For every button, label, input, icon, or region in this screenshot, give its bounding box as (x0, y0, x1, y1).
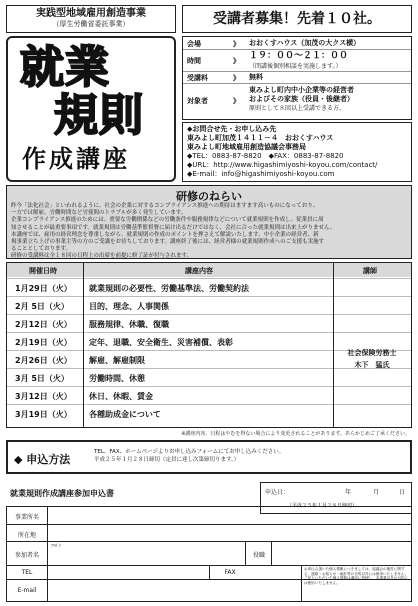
apply-method-text (94, 448, 284, 464)
session-date: 2月12日（火） (15, 320, 72, 329)
company-field[interactable] (48, 507, 411, 524)
email-field[interactable] (48, 580, 300, 602)
apply-method-line: TEL、FAX、ホームページよりお申し込みフォームにてお申し込みください。 (94, 449, 285, 455)
info-row-target (183, 83, 411, 119)
target-label: 対象者 (187, 97, 208, 105)
position-label-cell (245, 542, 272, 566)
arrow-icon: 》 (233, 97, 240, 105)
month-label: 月 (373, 489, 380, 496)
arrow-icon: 》 (233, 57, 240, 65)
schedule-row (7, 386, 411, 405)
position-field[interactable] (271, 542, 411, 566)
contact-box (182, 122, 412, 182)
fee-label: 受講料 (187, 74, 208, 82)
apply-deadline: 平成２５年１月２８日締切（定員に達し次第締切ります。） (94, 457, 240, 463)
form-row-participant (7, 541, 411, 566)
schedule-header (7, 263, 411, 277)
form-label-cell (7, 566, 48, 580)
project-name-box (6, 5, 176, 33)
form-label-cell (7, 525, 48, 542)
session-date: 1月29日（火） (15, 284, 72, 293)
session-date: 3月12日（火） (15, 392, 72, 401)
project-name: 実践型地域雇用創造事業 (36, 8, 146, 19)
aim-line: 研修の受講料は全１８回の日程上の出席を前提に修了証が付与されます。 (11, 253, 193, 260)
time-note: （閉講後個別相談を実施します。） (249, 63, 342, 70)
aim-line: 企業コンプライアンス推進のためには、重要な労働関係などの労働条件や服務規律などについて就業規則を作成し、従業員に周 (11, 217, 324, 224)
participant-field[interactable] (48, 542, 244, 566)
schedule-row (7, 314, 411, 333)
session-date: 2月26日（火） (15, 356, 72, 365)
position-label: 役職 (252, 552, 265, 559)
company-label: 事業所名 (14, 514, 39, 521)
application-form (6, 506, 412, 602)
aim-title: 研修のねらい (176, 190, 242, 203)
lecturer-title: 社会保険労務士 (347, 349, 397, 357)
form-deadline: （平成２５年１月２８日締切） (287, 503, 358, 509)
session-content: 休日、休暇、賃金 (89, 392, 153, 401)
venue-value: おおくすハウス（加茂の大クス横） (249, 39, 361, 47)
tel-label: TEL (21, 569, 33, 576)
fax-label-cell (209, 566, 250, 580)
info-row-time (183, 49, 411, 72)
course-title-box (6, 36, 176, 182)
schedule-note: ※講座内容、日程はやむを得ない場合により変更されることがあります。あらかじめご了承ください。 (181, 431, 410, 437)
year-label: 年 (345, 489, 352, 496)
time-label: 時間 (187, 57, 201, 65)
training-aim-box (6, 185, 412, 259)
apply-method-box (6, 440, 412, 474)
arrow-icon: 》 (233, 40, 240, 48)
aim-line: 規事業立ち上げの事業主等の方のご受講をお待ちしております。講座終了後には、経営者様の就業規則作成へのご支援も実施す (11, 239, 325, 246)
schedule-row (7, 404, 411, 423)
title-word-koza: 作成講座 (22, 145, 130, 173)
contact-email[interactable]: ◆E-mail：info@higashimiyoshi-koyou.com (187, 170, 335, 178)
contact-org: 東みよし町地域雇用創造協議会事務局 (187, 143, 306, 151)
column-divider (83, 263, 84, 427)
session-date: 3月19日（火） (15, 410, 72, 419)
lecturer-name: 木下 猛氏 (354, 361, 390, 369)
session-content: 各種助成金について (89, 410, 161, 419)
session-content: 労働時間、休憩 (89, 374, 145, 383)
session-content: 服務規律、休職、復職 (89, 320, 169, 329)
arrow-icon: 》 (233, 74, 240, 82)
participant-label: 参加者名 (14, 552, 39, 559)
email-label: E-mail (17, 587, 37, 594)
address-label: 所在地 (17, 532, 36, 539)
form-label-cell (7, 507, 48, 524)
session-date: 3月 5日（火） (15, 374, 69, 383)
session-content: 解雇、解雇制限 (89, 356, 145, 365)
session-content: 就業規則の必要性、労働基準法、労働契約法 (89, 284, 249, 293)
lecturer (337, 347, 407, 371)
session-date: 2月 5日（火） (15, 302, 69, 311)
aim-line: 知させることが最重要事項です。就業規則は労働基準監督署に届け出るだけではなく、会社に合った就業規則は出来上がりません。 (11, 224, 336, 231)
target-line-2: およびその家族（役員・後継者） (249, 95, 354, 103)
contact-tel-fax: ◆TEL：0883-87-8820 ◆FAX：0883-87-8820 (187, 152, 344, 160)
col-date-header: 開催日時 (29, 267, 57, 275)
contact-title: ◆お問合せ先・お申し込み先 (187, 125, 277, 133)
col-content-header: 講座内容 (185, 267, 213, 275)
aim-line: 一方では解雇、労働時間など労使間のトラブルが多く発生しています。 (11, 210, 187, 217)
time-value: １９：００～２１：００ (249, 51, 349, 61)
project-sponsor: （厚生労働省委託事業） (52, 20, 130, 28)
col-lecturer-header: 講師 (363, 267, 377, 275)
target-line-1: 東みよし町内中小企業等の経営者 (249, 86, 354, 94)
fee-value: 無料 (249, 73, 263, 81)
target-line-3: 原則として８回以上受講できる方。 (249, 105, 346, 112)
session-date: 2月19日（火） (15, 338, 72, 347)
aim-line: ることとしております。 (11, 246, 72, 253)
schedule-row (7, 278, 411, 297)
title-word-kisoku: 規則 (54, 90, 144, 141)
day-label: 日 (399, 489, 406, 496)
form-row-address (7, 524, 411, 542)
recruitment-banner: 受講者募集！先着１０社。 (182, 5, 412, 33)
aim-line: 本講座では、雇用の経営理念を尊重しながら、就業規則の作成のポイントを押さえて解説いたします。中小企業の経営者、新 (11, 231, 319, 238)
course-info-table (182, 36, 412, 120)
tel-field[interactable] (48, 566, 208, 580)
schedule-row (7, 296, 411, 315)
venue-label: 会場 (187, 40, 201, 48)
column-divider (333, 263, 334, 427)
address-field[interactable] (48, 525, 411, 542)
fax-field[interactable] (249, 566, 301, 580)
privacy-note: お申込み頂いた個人情報につきましては、協議会の運営に関する、連絡・お知らせ・統計等の目的以外には使用いたしません。ご記入いただいた個人情報は適切に管理し、本事業以外の目的には使用いたしません。 (301, 565, 411, 601)
form-row-company (7, 507, 411, 524)
session-content: 目的、理念、人事関係 (89, 302, 169, 311)
title-word-shugyo: 就業 (20, 42, 110, 93)
apply-method-title: ◆ 申込方法 (14, 453, 71, 466)
contact-url[interactable]: ◆URL：http://www.higashimiyoshi-koyou.com/contact/ (187, 161, 378, 169)
form-title: 就業規則作成講座参加申込書 (10, 489, 114, 498)
date-label: 申込日： (265, 489, 290, 496)
fax-label: FAX (224, 569, 236, 576)
session-content: 定年、退職、安全衛生、災害補償、表彰 (89, 338, 233, 347)
furigana-label: ﾌﾘｶﾞﾅ (51, 543, 61, 548)
aim-text (11, 203, 407, 261)
contact-address: 東みよし町加茂１４１１－４ おおくすハウス (187, 134, 334, 142)
form-label-cell (7, 542, 48, 566)
aim-line: 昨今「法化社会」といわれるように、社会の企業に対するコンプライアンス推進への期待はますます高いものになっており、 (11, 203, 319, 209)
schedule-table (6, 262, 412, 428)
form-label-cell (7, 580, 48, 602)
